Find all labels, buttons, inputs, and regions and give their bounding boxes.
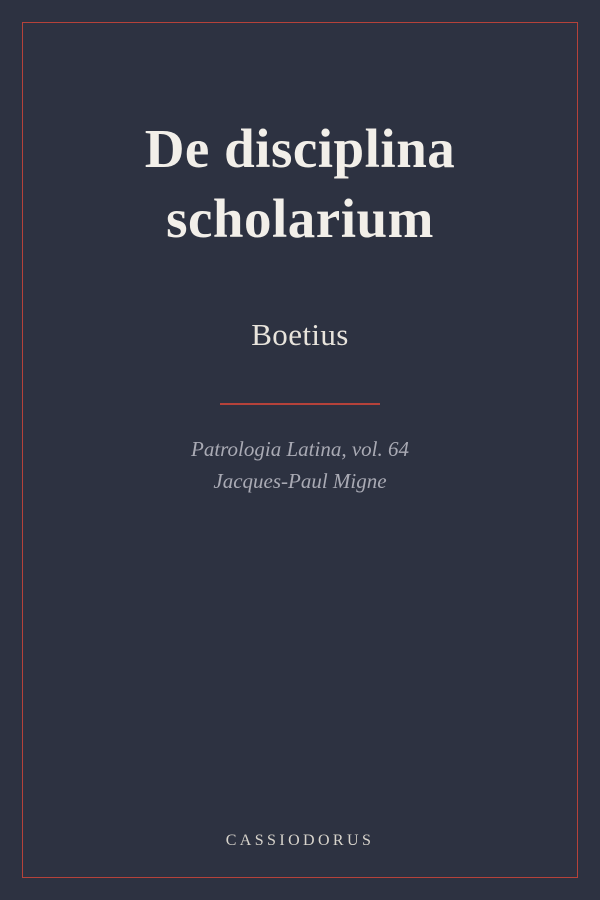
series-editor: Jacques-Paul Migne <box>213 469 387 494</box>
publisher-name: CASSIODORUS <box>225 832 375 849</box>
book-author: Boetius <box>251 316 349 352</box>
book-title: De disciplina scholarium <box>144 118 456 250</box>
cover-content <box>22 22 578 878</box>
title-block <box>68 114 532 255</box>
series-title: Patrologia Latina, vol. 64 <box>191 436 409 461</box>
accent-divider <box>220 403 380 405</box>
series-block <box>68 433 532 498</box>
cover-spacer <box>68 498 532 832</box>
